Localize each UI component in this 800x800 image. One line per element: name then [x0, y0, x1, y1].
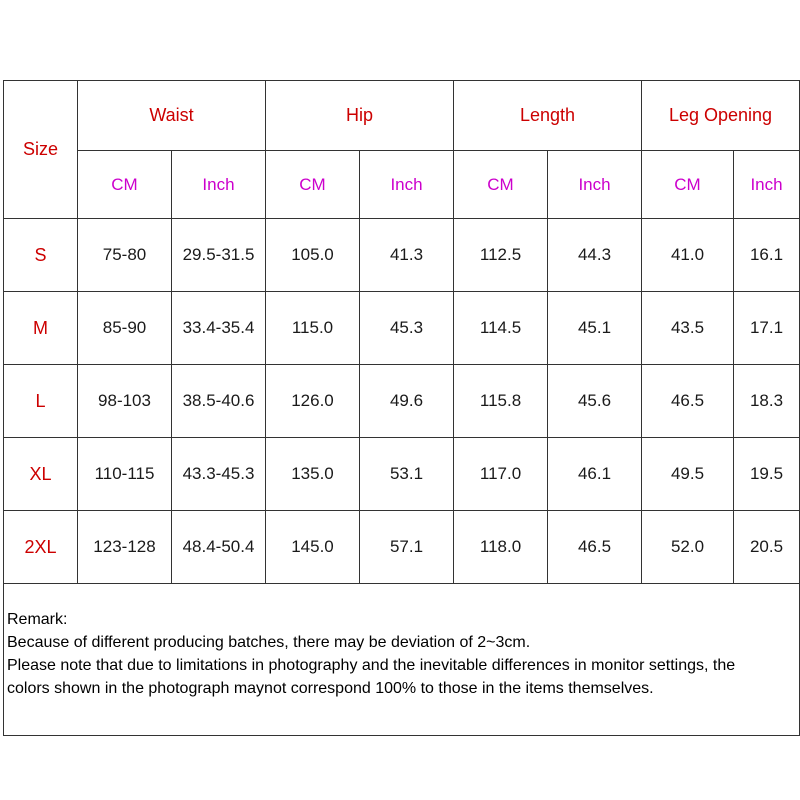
waist-header: Waist [78, 81, 266, 151]
length-inch-header: Inch [548, 151, 642, 219]
table-cell: 110-115 [78, 438, 172, 511]
table-cell: 85-90 [78, 292, 172, 365]
table-cell: 57.1 [360, 511, 454, 584]
size-table [3, 80, 800, 736]
table-cell: 43.3-45.3 [172, 438, 266, 511]
table-cell: 43.5 [642, 292, 734, 365]
table-cell: 75-80 [78, 219, 172, 292]
size-label: XL [4, 438, 78, 511]
table-cell: 16.1 [734, 219, 800, 292]
remark-row [4, 584, 800, 736]
table-cell: 46.5 [548, 511, 642, 584]
table-cell: 44.3 [548, 219, 642, 292]
table-cell: 20.5 [734, 511, 800, 584]
table-cell: 33.4-35.4 [172, 292, 266, 365]
table-cell: 123-128 [78, 511, 172, 584]
leg-opening-cm-header: CM [642, 151, 734, 219]
table-row [4, 292, 800, 365]
table-cell: 41.0 [642, 219, 734, 292]
table-cell: 49.6 [360, 365, 454, 438]
hip-header: Hip [266, 81, 454, 151]
remark-title: Remark: [7, 611, 68, 628]
leg-opening-header: Leg Opening [642, 81, 800, 151]
table-cell: 38.5-40.6 [172, 365, 266, 438]
table-cell: 118.0 [454, 511, 548, 584]
size-chart [3, 80, 799, 718]
table-cell: 49.5 [642, 438, 734, 511]
table-cell: 115.0 [266, 292, 360, 365]
table-cell: 19.5 [734, 438, 800, 511]
table-cell: 117.0 [454, 438, 548, 511]
remark-line: Because of different producing batches, there may be deviation of 2~3cm. [7, 634, 531, 651]
size-label: M [4, 292, 78, 365]
remark-line: Please note that due to limitations in photography and the inevitable differences in monitor settings, the [7, 657, 736, 674]
table-cell: 45.6 [548, 365, 642, 438]
table-cell: 29.5-31.5 [172, 219, 266, 292]
length-header: Length [454, 81, 642, 151]
waist-inch-header: Inch [172, 151, 266, 219]
size-column-header: Size [4, 81, 78, 219]
table-cell: 53.1 [360, 438, 454, 511]
table-row [4, 438, 800, 511]
table-cell: 126.0 [266, 365, 360, 438]
table-cell: 45.3 [360, 292, 454, 365]
table-cell: 98-103 [78, 365, 172, 438]
size-label: L [4, 365, 78, 438]
table-row [4, 365, 800, 438]
remark-block [4, 584, 800, 736]
size-label: 2XL [4, 511, 78, 584]
table-cell: 41.3 [360, 219, 454, 292]
hip-inch-header: Inch [360, 151, 454, 219]
waist-cm-header: CM [78, 151, 172, 219]
table-row [4, 219, 800, 292]
table-cell: 52.0 [642, 511, 734, 584]
table-cell: 46.1 [548, 438, 642, 511]
table-cell: 46.5 [642, 365, 734, 438]
table-cell: 45.1 [548, 292, 642, 365]
table-row [4, 511, 800, 584]
unit-header-row [4, 151, 800, 219]
length-cm-header: CM [454, 151, 548, 219]
remark-line: colors shown in the photograph maynot correspond 100% to those in the items themselves. [7, 680, 654, 697]
leg-opening-inch-header: Inch [734, 151, 800, 219]
table-cell: 145.0 [266, 511, 360, 584]
hip-cm-header: CM [266, 151, 360, 219]
table-cell: 114.5 [454, 292, 548, 365]
table-cell: 135.0 [266, 438, 360, 511]
size-label: S [4, 219, 78, 292]
table-cell: 115.8 [454, 365, 548, 438]
table-cell: 18.3 [734, 365, 800, 438]
table-cell: 105.0 [266, 219, 360, 292]
table-cell: 112.5 [454, 219, 548, 292]
table-cell: 17.1 [734, 292, 800, 365]
table-cell: 48.4-50.4 [172, 511, 266, 584]
group-header-row [4, 81, 800, 151]
